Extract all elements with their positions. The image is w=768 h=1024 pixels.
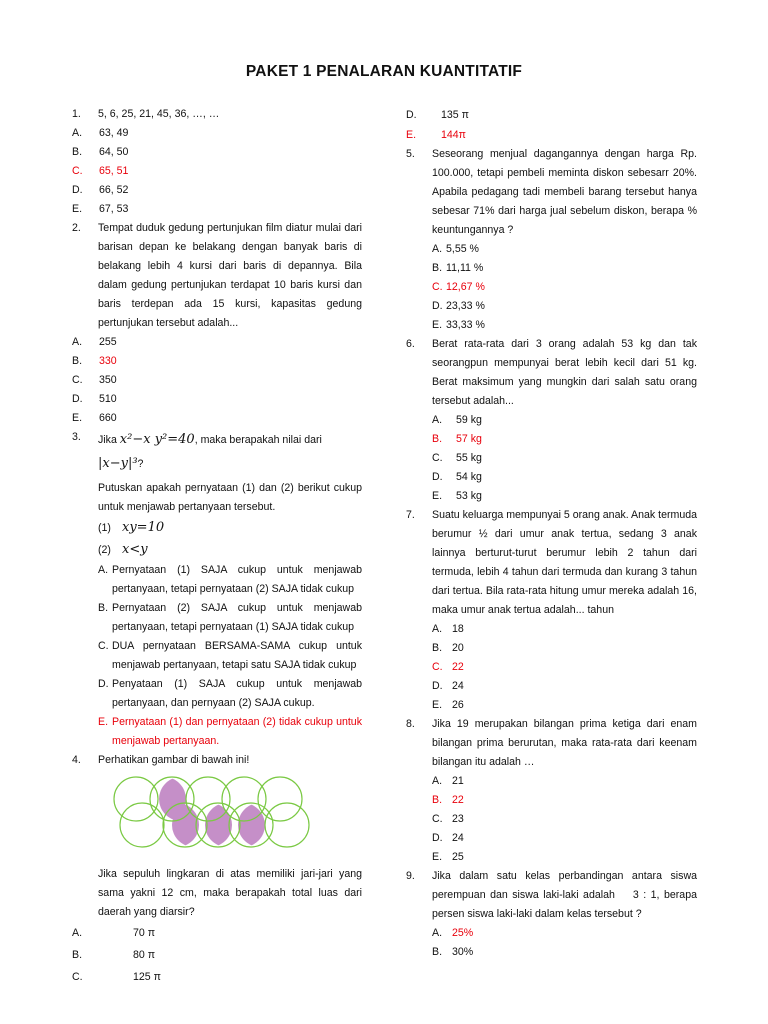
option-letter: D. — [72, 184, 83, 196]
option-7d[interactable] — [432, 677, 697, 696]
question-stem: Jika dalam satu kelas perbandingan antara siswa perempuan dan siswa laki-laki adalah 3 : 1, berapa persen siswa laki-laki dalam kelas tersebut ? — [432, 870, 700, 920]
option-1a[interactable] — [72, 124, 362, 143]
option-letter: E. — [432, 699, 443, 711]
option-letter: C. — [432, 452, 443, 464]
question-number: 6. — [406, 338, 415, 350]
option-letter: E. — [72, 203, 83, 215]
question-number: 5. — [406, 148, 415, 160]
question-number: 3. — [72, 431, 81, 443]
question-stem: Jika 19 merupakan bilangan prima ketiga dari enam bilangan prima berurutan, maka rata-rata dari keenam bilangan itu adalah … — [432, 718, 697, 768]
option-letter: C. — [72, 971, 83, 983]
question-number: 2. — [72, 222, 81, 234]
option-text: 22 — [452, 794, 464, 806]
option-8b[interactable] — [432, 791, 697, 810]
circles-figure — [112, 774, 362, 857]
option-5e[interactable] — [432, 316, 697, 335]
shaded-region — [238, 803, 282, 847]
option-3e[interactable] — [98, 713, 362, 751]
question-number: 4. — [72, 754, 81, 766]
option-letter: A. — [432, 623, 443, 635]
option-6a[interactable] — [432, 411, 697, 430]
option-letter: E. — [432, 490, 443, 502]
option-letter: B. — [72, 949, 83, 961]
option-letter: B. — [432, 946, 443, 958]
question-3 — [72, 428, 362, 517]
option-text: 135 π — [441, 109, 469, 121]
option-text: 510 — [99, 393, 117, 405]
option-9b[interactable] — [432, 943, 697, 962]
option-text: 70 π — [133, 927, 156, 939]
option-text: 59 kg — [456, 414, 482, 426]
option-7e[interactable] — [432, 696, 697, 715]
option-text: 144π — [441, 129, 466, 141]
option-letter: A. — [432, 243, 443, 255]
option-text: 22 — [452, 661, 464, 673]
option-letter: D. — [432, 300, 443, 312]
option-text: Pernyataan (1) SAJA cukup untuk menjawab pertanyaan, tetapi pernyataan (2) SAJA tidak cukup — [112, 564, 362, 595]
option-text: 23,33 % — [446, 300, 485, 312]
option-7a[interactable] — [432, 620, 697, 639]
option-letter: B. — [72, 146, 83, 158]
option-text: DUA pernyataan BERSAMA-SAMA cukup untuk menjawab pertanyaan, tetapi satu SAJA tidak cukup — [112, 640, 362, 671]
option-text: 23 — [452, 813, 464, 825]
option-text: 21 — [452, 775, 464, 787]
circles-diagram — [112, 774, 312, 850]
option-2b[interactable] — [72, 352, 362, 371]
option-8a[interactable] — [432, 772, 697, 791]
option-3d[interactable] — [98, 675, 362, 713]
circle — [258, 777, 302, 821]
option-7b[interactable] — [432, 639, 697, 658]
option-text: 26 — [452, 699, 464, 711]
option-text: 25 — [452, 851, 464, 863]
circle — [120, 803, 164, 847]
question-stem: Suatu keluarga mempunyai 5 orang anak. Anak termuda berumur ½ dari umur anak tertua, sedang 3 anak lainnya berturut-turut berumur lebih 2 tahun dari termuda, lebih 4 tahun dari termuda dan kurang 3 tahun dari tertua. Bila rata-rata hitung umur mereka adalah 16, maka umur anak tertua adalah... tahun — [432, 509, 698, 616]
option-text: 350 — [99, 374, 117, 386]
option-letter: B. — [432, 262, 443, 274]
option-1b[interactable] — [72, 143, 362, 162]
question-stem-2: Jika sepuluh lingkaran di atas memiliki jari-jari yang sama yakni 12 cm, maka berapakah total luas dari daerah yang diarsir? — [98, 868, 362, 918]
equation-2: |x−y|³ — [98, 456, 138, 471]
option-6c[interactable] — [432, 449, 697, 468]
option-7c[interactable] — [432, 658, 697, 677]
option-letter: D. — [432, 832, 443, 844]
option-text: 12,67 % — [446, 281, 485, 293]
question-7 — [406, 506, 697, 620]
statement-math: xy=10 — [122, 520, 165, 535]
option-6b[interactable] — [432, 430, 697, 449]
option-letter: C. — [72, 165, 83, 177]
option-4c[interactable] — [72, 966, 362, 988]
option-letter: B. — [72, 355, 83, 367]
stem-text: Jika — [98, 434, 117, 446]
option-text: 18 — [452, 623, 464, 635]
circle — [265, 803, 309, 847]
left-column — [72, 105, 362, 988]
option-4d[interactable] — [406, 105, 697, 125]
option-5c[interactable] — [432, 278, 697, 297]
option-letter: D. — [72, 393, 83, 405]
option-text: 64, 50 — [99, 146, 129, 158]
option-8c[interactable] — [432, 810, 697, 829]
statement-1 — [98, 517, 362, 539]
option-text: 125 π — [133, 971, 161, 983]
option-letter: C. — [72, 374, 83, 386]
option-text: 20 — [452, 642, 464, 654]
option-text: Penyataan (1) SAJA cukup untuk menjawab pertanyaan, dan pernyaan (2) SAJA cukup. — [112, 678, 362, 709]
question-instruction: Putuskan apakah pernyataan (1) dan (2) berikut cukup untuk menjawab pertanyaan tersebut. — [98, 482, 362, 513]
question-stem: Berat rata-rata dari 3 orang adalah 53 kg dan tak seorangpun mempunyai berat lebih kecil dari 51 kg. Berat maksimum yang mungkin dari salah satu orang tersebut adalah... — [432, 338, 697, 407]
page-title: PAKET 1 PENALARAN KUANTITATIF — [245, 63, 523, 80]
option-2d[interactable] — [72, 390, 362, 409]
question-number: 7. — [406, 509, 415, 521]
question-6 — [406, 335, 697, 411]
option-1e[interactable] — [72, 200, 362, 219]
option-letter: E. — [432, 851, 443, 863]
option-4e[interactable] — [406, 125, 697, 145]
option-letter: D. — [406, 109, 417, 121]
option-letter: E. — [432, 319, 443, 331]
option-3a[interactable] — [98, 561, 362, 599]
question-9 — [406, 867, 700, 924]
stem-text: ? — [137, 458, 144, 470]
question-8 — [406, 715, 697, 772]
option-2c[interactable] — [72, 371, 362, 390]
statement-math: x<y — [122, 542, 148, 557]
option-letter: B. — [432, 433, 443, 445]
option-text: 63, 49 — [99, 127, 129, 139]
option-text: Pernyataan (1) dan pernyataan (2) tidak cukup untuk menjawab pertanyaan. — [112, 716, 362, 747]
option-text: 255 — [99, 336, 117, 348]
option-letter: E. — [72, 412, 83, 424]
question-stem — [98, 428, 362, 476]
option-letter: C. — [98, 640, 109, 652]
question-5 — [406, 145, 697, 240]
option-3c[interactable] — [98, 637, 362, 675]
option-2a[interactable] — [72, 333, 362, 352]
option-text: 5,55 % — [446, 243, 479, 255]
option-letter: A. — [432, 927, 443, 939]
option-letter: C. — [432, 661, 443, 673]
option-text: 67, 53 — [99, 203, 129, 215]
option-text: 55 kg — [456, 452, 482, 464]
stem-text: , maka berapakah nilai dari — [194, 434, 322, 446]
option-letter: C. — [432, 281, 443, 293]
option-6e[interactable] — [432, 487, 697, 506]
option-4a[interactable] — [72, 922, 362, 944]
option-letter: A. — [432, 775, 443, 787]
equation-1: x²−x y²=40 — [119, 432, 195, 447]
option-letter: D. — [432, 680, 443, 692]
option-letter: E. — [406, 129, 417, 141]
option-text: 30% — [452, 946, 474, 958]
option-text: 57 kg — [456, 433, 482, 445]
question-stem: Tempat duduk gedung pertunjukan film diatur mulai dari barisan depan ke belakang dengan banyak baris di belakang lebih 4 kursi dari baris di depannya. Bila dalam gedung pertunjukan terdapat 10 baris kursi dan baris terdepan ada 15 kursi, kapasitas gedung pertunjukan tersebut adalah... — [98, 222, 362, 329]
option-3b[interactable] — [98, 599, 362, 637]
option-8e[interactable] — [432, 848, 697, 867]
option-text: 24 — [452, 832, 464, 844]
option-text: 660 — [99, 412, 117, 424]
option-2e[interactable] — [72, 409, 362, 428]
option-1d[interactable] — [72, 181, 362, 200]
option-text: 24 — [452, 680, 464, 692]
option-letter: D. — [98, 678, 109, 690]
statement-label: (2) — [98, 544, 111, 556]
statements — [72, 517, 362, 561]
option-letter: C. — [432, 813, 443, 825]
option-letter: A. — [98, 564, 109, 576]
statement-label: (1) — [98, 522, 111, 534]
option-letter: D. — [432, 471, 443, 483]
right-column — [406, 105, 700, 962]
option-letter: B. — [98, 602, 109, 614]
option-text: 54 kg — [456, 471, 482, 483]
option-5a[interactable] — [432, 240, 697, 259]
option-5d[interactable] — [432, 297, 697, 316]
question-number: 1. — [72, 108, 81, 120]
statement-2 — [98, 539, 362, 561]
option-text: 53 kg — [456, 490, 482, 502]
question-stem: 5, 6, 25, 21, 45, 36, …, … — [98, 108, 220, 120]
question-4 — [72, 751, 362, 922]
option-letter: E. — [98, 716, 109, 728]
option-letter: B. — [432, 794, 443, 806]
option-4b[interactable] — [72, 944, 362, 966]
option-text: 80 π — [133, 949, 156, 961]
question-number: 9. — [406, 870, 415, 882]
question-stem: Seseorang menjual dagangannya dengan harga Rp. 100.000, tetapi pembeli meminta diskon sebesarr 20%. Apabila pedagang tadi membeli barang tersebut hanya sebesar 71% dari harga jual sebelum diskon, berapa % keuntungannya ? — [432, 148, 697, 236]
option-text: Pernyataan (2) SAJA cukup untuk menjawab pertanyaan, tetapi pernyataan (1) SAJA tidak cukup — [112, 602, 362, 633]
question-stem: Perhatikan gambar di bawah ini! — [98, 754, 250, 766]
question-number: 8. — [406, 718, 415, 730]
option-8d[interactable] — [432, 829, 697, 848]
option-9a[interactable] — [432, 924, 697, 943]
option-letter: A. — [72, 127, 83, 139]
option-6d[interactable] — [432, 468, 697, 487]
option-1c[interactable] — [72, 162, 362, 181]
option-letter: A. — [72, 927, 83, 939]
option-5b[interactable] — [432, 259, 697, 278]
option-letter: A. — [432, 414, 443, 426]
option-letter: B. — [432, 642, 443, 654]
option-text: 25% — [452, 927, 474, 939]
option-text: 66, 52 — [99, 184, 129, 196]
option-text: 11,11 % — [446, 262, 484, 274]
option-text: 33,33 % — [446, 319, 485, 331]
question-2 — [72, 219, 362, 333]
option-letter: A. — [72, 336, 83, 348]
question-1 — [72, 105, 362, 124]
circle — [114, 777, 158, 821]
option-text: 65, 51 — [99, 165, 129, 177]
option-text: 330 — [99, 355, 117, 367]
